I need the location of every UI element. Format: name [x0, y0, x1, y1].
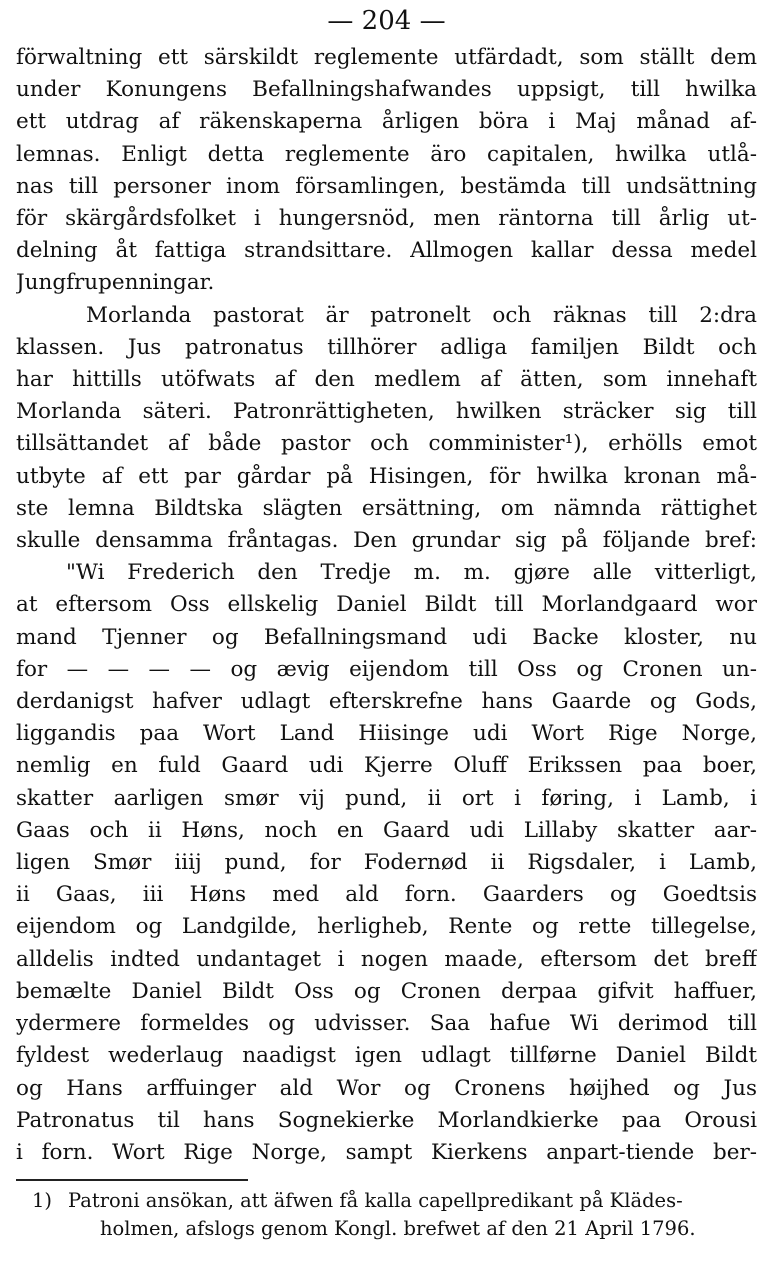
text-line: og Hans arffuinger ald Wor og Cronens høijhed og Jus [16, 1075, 757, 1101]
text-line: "Wi Frederich den Tredje m. m. gjøre alle vitterligt, [66, 560, 757, 586]
text-line: lemnas. Enligt detta reglemente äro capitalen, hwilka utlå- [16, 141, 757, 167]
main-text [16, 42, 757, 1169]
text-line: klassen. Jus patronatus tillhörer adliga familjen Bildt och [16, 334, 757, 360]
text-line: Morlanda säteri. Patronrättigheten, hwilken sträcker sig till [16, 399, 757, 425]
footnote-text: Patroni ansökan, att äfwen få kalla capellpredikant på Klädes- [68, 1189, 683, 1213]
text-line: för skärgårdsfolket i hungersnöd, men räntorna till årlig ut- [16, 206, 757, 232]
text-line: ydermere formeldes og udvisser. Saa hafue Wi derimod till [16, 1011, 757, 1037]
text-line: skulle densamma fråntagas. Den grundar sig på följande bref: [16, 528, 757, 554]
text-line: nas till personer inom församlingen, bestämda till undsättning [16, 173, 757, 199]
text-line: Patronatus til hans Sognekierke Morlandkierke paa Orousi [16, 1107, 757, 1133]
text-line: tillsättandet af både pastor och comminister¹), erhölls emot [16, 431, 757, 457]
text-line: under Konungens Befallningshafwandes uppsigt, till hwilka [16, 77, 757, 103]
text-line: Morlanda pastorat är patronelt och räknas till 2:dra [86, 302, 757, 328]
text-line: förwaltning ett särskildt reglemente utfärdadt, som ställt dem [16, 45, 757, 70]
text-line: alldelis indted undantaget i nogen maade, eftersom det breff [16, 946, 757, 972]
text-line: nemlig en fuld Gaard udi Kjerre Oluff Erikssen paa boer, [16, 753, 757, 779]
footnote-marker: 1) [32, 1189, 53, 1213]
text-line: utbyte af ett par gårdar på Hisingen, för hwilka kronan må- [16, 463, 757, 489]
text-line: ii Gaas, iii Høns med ald forn. Gaarders og Goedtsis [16, 882, 757, 908]
page-number: — 204 — [327, 6, 446, 36]
text-line: eijendom og Landgilde, herligheb, Rente og rette tillegelse, [16, 914, 757, 940]
text-line: i forn. Wort Rige Norge, sampt Kierkens anpart-tiende ber- [16, 1139, 757, 1165]
text-line: bemælte Daniel Bildt Oss og Cronen derpaa gifvit haffuer, [16, 978, 757, 1004]
footnote [16, 1187, 757, 1243]
text-line: ett utdrag af räkenskaperna årligen böra i Maj månad af- [16, 109, 757, 135]
text-line: Jungfrupenningar. [16, 270, 215, 296]
footnote-line: holmen, afslogs genom Kongl. brefwet af den 21 April 1796. [100, 1217, 696, 1241]
text-line: ligen Smør iiij pund, for Fodernød ii Rigsdaler, i Lamb, [16, 850, 757, 876]
text-line: Gaas och ii Høns, noch en Gaard udi Lillaby skatter aar- [16, 817, 757, 843]
text-line: fyldest wederlaug naadigst igen udlagt tillførne Daniel Bildt [16, 1043, 757, 1069]
text-line: liggandis paa Wort Land Hiisinge udi Wort Rige Norge, [16, 721, 757, 747]
text-line: har hittills utöfwats af den medlem af ätten, som innehaft [16, 367, 757, 393]
text-line: skatter aarligen smør vij pund, ii ort i føring, i Lamb, i [16, 785, 757, 811]
text-line: derdanigst hafver udlagt efterskrefne hans Gaarde og Gods, [16, 689, 757, 715]
text-line: ste lemna Bildtska slägten ersättning, om nämnda rättighet [16, 495, 757, 521]
text-line: at eftersom Oss ellskelig Daniel Bildt till Morlandgaard wor [16, 592, 757, 618]
text-line: mand Tjenner og Befallningsmand udi Backe kloster, nu [16, 624, 757, 650]
footnote-divider [16, 1179, 248, 1181]
footnote-line [16, 1187, 757, 1215]
text-line: delning åt fattiga strandsittare. Allmogen kallar dessa medel [16, 238, 757, 264]
text-line: for — — — — og ævig eijendom till Oss og Cronen un- [16, 656, 757, 682]
